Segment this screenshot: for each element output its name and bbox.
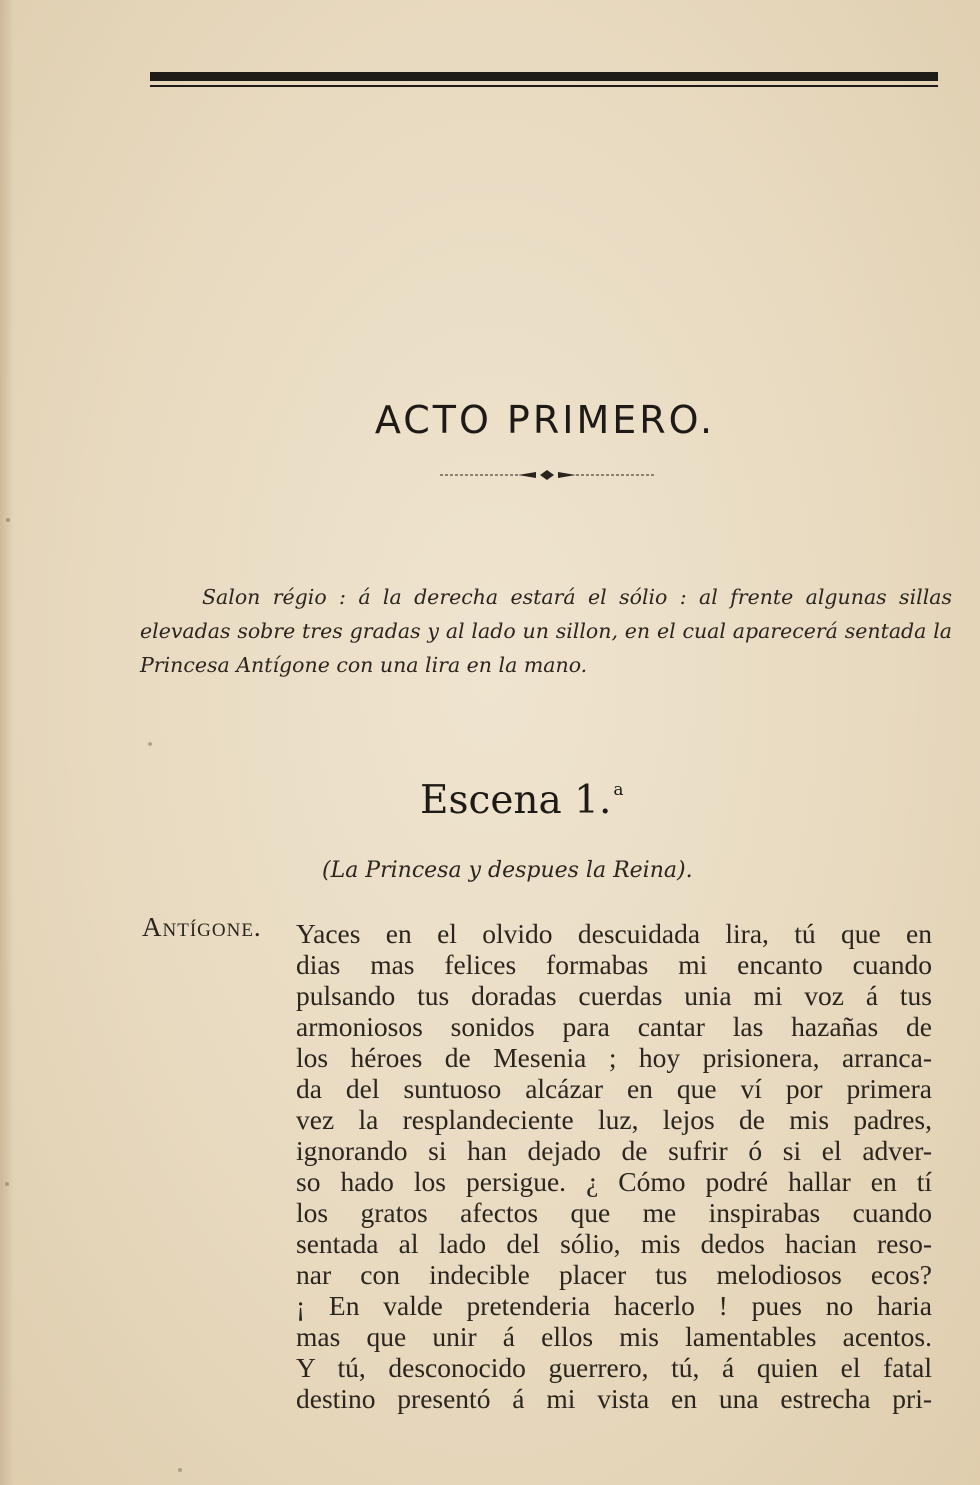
ornament-divider-icon — [440, 468, 655, 482]
speech-line: armoniosos sonidos para cantar las hazañas de — [296, 1011, 932, 1042]
speech-line: so hado los persigue. ¿ Cómo podré hallar en tí — [296, 1166, 932, 1197]
speech-line: vez la resplandeciente luz, lejos de mis padres, — [296, 1104, 932, 1135]
speech-text — [296, 918, 932, 1414]
scene-title-superscript: a — [613, 780, 624, 800]
speech-line: mas que unir á ellos mis lamentables acentos. — [296, 1321, 932, 1352]
speech-line: Y tú, desconocido guerrero, tú, á quien el fatal — [296, 1352, 932, 1383]
speaker-name: Antígone. — [142, 912, 262, 942]
scene-title — [420, 778, 624, 823]
speech-line: los gratos afectos que me inspirabas cuando — [296, 1197, 932, 1228]
stage-directions: Salon régio : á la derecha estará el sólio : al frente algunas sillas elevadas sobre tres gradas y al lado un sillon, en el cual aparecerá sentada la Princesa Antígone con una lira en la mano. — [140, 585, 952, 677]
header-rule-thick — [150, 72, 938, 81]
speech-line: ¡ En valde pretenderia hacerlo ! pues no haria — [296, 1290, 932, 1321]
speech-line: sentada al lado del sólio, mis dedos hacian reso- — [296, 1228, 932, 1259]
speech-line: ignorando si han dejado de sufrir ó si el adver- — [296, 1135, 932, 1166]
speech-line: da del suntuoso alcázar en que ví por primera — [296, 1073, 932, 1104]
scene-title-text: Escena 1. — [420, 778, 612, 823]
act-title: ACTO PRIMERO. — [374, 398, 716, 442]
speech-line: pulsando tus doradas cuerdas unia mi voz á tus — [296, 980, 932, 1011]
speech-line: destino presentó á mi vista en una estrecha pri- — [296, 1383, 932, 1414]
page-edge-shadow — [0, 0, 14, 1485]
speech-line: Yaces en el olvido descuidada lira, tú que en — [296, 918, 932, 949]
speech-line: dias mas felices formabas mi encanto cuando — [296, 949, 932, 980]
speech-line: los héroes de Mesenia ; hoy prisionera, arranca- — [296, 1042, 932, 1073]
scene-subtitle: (La Princesa y despues la Reina). — [322, 858, 693, 883]
header-rule-thin — [150, 85, 938, 87]
speech-line: nar con indecible placer tus melodiosos ecos? — [296, 1259, 932, 1290]
